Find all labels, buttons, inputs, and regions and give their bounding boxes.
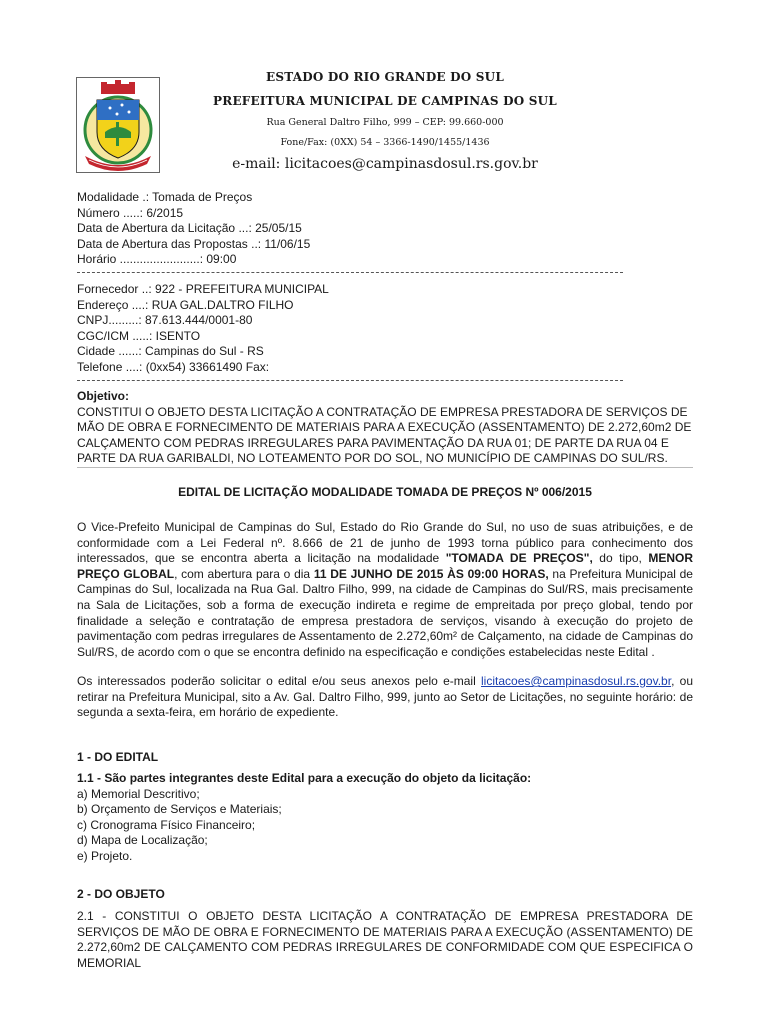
header-prefeitura: PREFEITURA MUNICIPAL DE CAMPINAS DO SUL [213,94,557,108]
info-telefone: Telefone ....: (0xx54) 33661490 Fax: [77,359,270,374]
para-text: na Prefeitura Municipal de Campinas do Sul, localizada na Rua Gal. Daltro Filho, 999, na cidade de Campinas do Sul/RS, mais precisamente na Sala de Licitações, sob a forma de execução indireta e regime de empreitada por preço global, tendo por finalidade a seleção e contratação de empresa prestadora de serviços, visando à execução do projeto de pavimentação com pedras irregulares de Assentamento de 2.272,60m² de Calçamento, na cidade de Campinas do Sul/RS, de acordo com o que se encontra definido na especificação e condições estabelecidas neste Edital . [77,566,693,659]
intro-paragraph [77,520,693,660]
para-bold: MENOR PREÇO GLOBAL [77,551,694,581]
header-email: e-mail: licitacoes@campinasdosul.rs.gov.br [232,156,538,172]
divider [77,272,623,273]
section-1-list [77,771,697,864]
section-1-title: 1 - DO EDITAL [77,750,159,764]
objetivo-label: Objetivo: [77,389,130,403]
para-text: O Vice-Prefeito Municipal de Campinas do Sul, Estado do Rio Grande do Sul, no uso de suas atribuições, e de conformidade com a Lei Federal nº. 8.666 de 21 de junho de 1993 torna público para conhecimento dos interessados, que se encontra aberta a licitação na modalidade [77,520,693,566]
para-bold: "TOMADA DE PREÇOS", [445,551,593,566]
divider [77,467,693,468]
section-1-subtitle: 1.1 - São partes integrantes deste Edital para a execução do objeto da licitação: [77,771,532,785]
info-modalidade: Modalidade .: Tomada de Preços [77,190,253,204]
info-cnpj: CNPJ.........: 87.613.444/0001-80 [77,313,253,327]
header-phone: Fone/Fax: (0XX) 54 – 3366-1490/1455/1436 [280,137,490,148]
info-data-propostas: Data de Abertura das Propostas ..: 11/06/15 [77,236,311,251]
list-item: c) Cronograma Físico Financeiro; [77,817,256,832]
info-cgc: CGC/ICM .....: ISENTO [77,328,201,343]
section-2-text: 2.1 - CONSTITUI O OBJETO DESTA LICITAÇÃO A CONTRATAÇÃO DE EMPRESA PRESTADORA DE SERVIÇOS DE MÃO DE OBRA E FORNECIMENTO DE MATERIAIS PARA A EXECUÇÃO (ASSENTAMENTO) DE 2.272,60m2 DE CALÇAMENTO COM PEDRAS IRREGULARES DE CONFORMIDADE COM QUE ESPECIFICA O MEMORIAL [77,909,693,970]
para-bold: 11 DE JUNHO DE 2015 ÀS 09:00 HORAS, [313,566,549,581]
info-endereco: Endereço ....: RUA GAL.DALTRO FILHO [77,297,294,312]
contact-paragraph [77,674,693,721]
licitacao-info [77,190,697,268]
list-item: e) Projeto. [77,848,133,863]
para-text: do tipo, [592,551,649,566]
info-data-licitacao: Data de Abertura da Licitação ...: 25/05/15 [77,221,302,235]
objetivo-line: MÃO DE OBRA E FORNECIMENTO DE MATERIAIS PARA A EXECUÇÃO (ASSENTAMENTO) DE 2.272,60m2 DE [77,420,692,434]
objetivo-line: PARTE DA RUA GARIBALDI, NO LOTEAMENTO POR DO SOL, NO MUNICÍPIO DE CAMPINAS DO SUL/RS. [77,451,668,465]
info-numero: Número .....: 6/2015 [77,205,184,220]
edital-title: EDITAL DE LICITAÇÃO MODALIDADE TOMADA DE PREÇOS Nº 006/2015 [178,485,592,499]
objetivo-block [77,389,697,467]
info-cidade: Cidade ......: Campinas do Sul - RS [77,344,264,358]
divider [77,380,623,381]
para-text: , com abertura para o dia [174,566,314,581]
email-link[interactable]: licitacoes@campinasdosul.rs.gov.br [481,674,672,688]
objetivo-line: CONSTITUI O OBJETO DESTA LICITAÇÃO A CONTRATAÇÃO DE EMPRESA PRESTADORA DE SERVIÇOS DE [77,404,688,419]
fornecedor-info [77,282,697,375]
municipal-crest-icon [76,77,160,173]
list-item: d) Mapa de Localização; [77,833,208,847]
header-address: Rua General Daltro Filho, 999 – CEP: 99.660-000 [266,117,504,128]
header-state: ESTADO DO RIO GRANDE DO SUL [266,70,504,84]
list-item: a) Memorial Descritivo; [77,786,200,801]
list-item: b) Orçamento de Serviços e Materiais; [77,802,282,816]
para-text: Os interessados poderão solicitar o edital e/ou seus anexos pelo e-mail [77,674,482,688]
info-horario: Horário ........................: 09:00 [77,252,237,266]
info-fornecedor: Fornecedor ..: 922 - PREFEITURA MUNICIPAL [77,282,329,296]
objetivo-line: CALÇAMENTO COM PEDRAS IRREGULARES PARA PAVIMENTAÇÃO DA RUA 01; DE PARTE DA RUA 04 E [77,435,669,450]
section-2-title: 2 - DO OBJETO [77,887,165,901]
para-text: , ou retirar na Prefeitura Municipal, sito a Av. Gal. Daltro Filho, 999, junto ao Setor de Licitações, no seguinte horário: de segunda a sexta-feira, em horário de expediente. [77,674,693,720]
